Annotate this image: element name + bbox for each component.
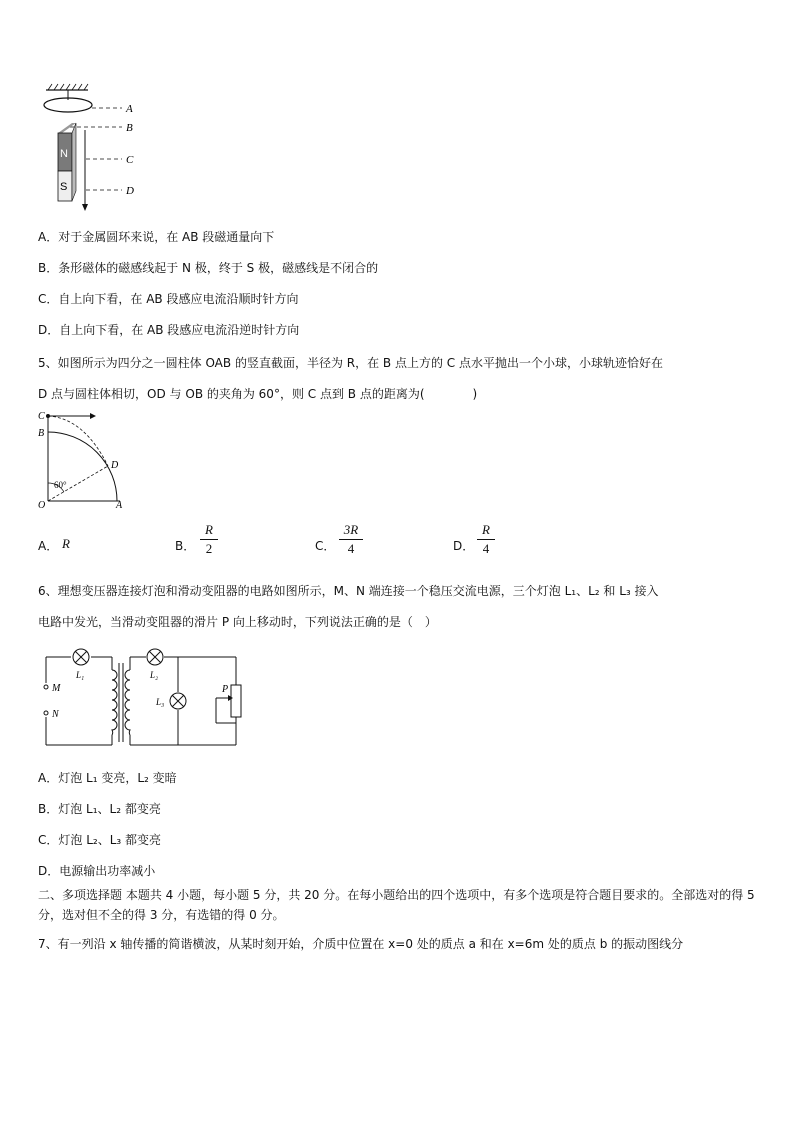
q5-option-d-label: D． — [453, 539, 475, 553]
q5-stem-line2: D 点与圆柱体相切，OD 与 OB 的夹角为 60°，则 C 点到 B 点的距离为( ) — [38, 387, 478, 401]
quarter-circle-figure — [36, 408, 136, 512]
q5-option-d-fraction — [477, 522, 495, 557]
label-N: N — [60, 148, 68, 160]
label-B: B — [38, 428, 45, 439]
q5-stem-line1: 5、如图所示为四分之一圆柱体 OAB 的竖直截面，半径为 R，在 B 点上方的 C 点水平抛出一个小球，小球轨迹恰好在 — [38, 356, 663, 370]
angle-label: 60° — [54, 480, 67, 490]
q6-option-d: D．电源输出功率减小 — [38, 864, 156, 878]
label-A: A — [116, 500, 123, 511]
label-C: C — [38, 411, 45, 422]
q6-stem-line1: 6、理想变压器连接灯泡和滑动变阻器的电路如图所示，M、N 端连接一个稳压交流电源，三个灯泡 L₁、L₂ 和 L₃ 接入 — [38, 584, 659, 598]
q4-option-a: A．对于金属圆环来说，在 AB 段磁通量向下 — [38, 230, 275, 244]
label-A: A — [126, 103, 133, 115]
label-O: O — [38, 500, 46, 511]
q6-stem-line2: 电路中发光，当滑动变阻器的滑片 P 向上移动时，下列说法正确的是（ ） — [38, 615, 437, 629]
fraction-bar — [339, 539, 363, 540]
q4-option-c: C．自上向下看，在 AB 段感应电流沿顺时针方向 — [38, 292, 299, 306]
label-B: B — [126, 122, 133, 134]
label-D: D — [111, 460, 119, 471]
transformer-circuit-figure — [36, 645, 246, 750]
fraction-numerator: R — [205, 522, 213, 537]
fraction-denominator: 4 — [482, 541, 490, 556]
q6-option-a: A．灯泡 L₁ 变亮，L₂ 变暗 — [38, 771, 177, 785]
label-M: M — [52, 683, 61, 694]
q6-option-b: B．灯泡 L₁、L₂ 都变亮 — [38, 802, 161, 816]
q5-option-a-label: A． — [38, 539, 59, 553]
fraction-denominator: 2 — [205, 541, 213, 556]
fraction-bar — [200, 539, 218, 540]
q4-option-b: B．条形磁体的磁感线起于 N 极，终于 S 极，磁感线是不闭合的 — [38, 261, 379, 275]
label-S: S — [60, 181, 68, 193]
q5-option-b-fraction — [200, 522, 218, 557]
fraction-numerator: 3R — [343, 522, 359, 537]
label-L1: L₁ — [76, 670, 85, 680]
ring-magnet-figure — [38, 80, 158, 215]
q5-option-b-label: B． — [175, 539, 196, 553]
label-D: D — [126, 185, 134, 197]
label-L2: L₂ — [150, 670, 159, 680]
fraction-numerator: R — [482, 522, 490, 537]
q5-option-a-value: R — [62, 536, 70, 551]
q7-stem: 7、有一列沿 x 轴传播的简谐横波，从某时刻开始，介质中位置在 x=0 处的质点 a 和在 x=6m 处的质点 b 的振动图线分 — [38, 937, 684, 951]
q4-option-d: D．自上向下看，在 AB 段感应电流沿逆时针方向 — [38, 323, 300, 337]
fraction-denominator: 4 — [347, 541, 355, 556]
q6-option-c: C．灯泡 L₂、L₃ 都变亮 — [38, 833, 162, 847]
q5-option-c-fraction — [339, 522, 363, 557]
fraction-bar — [477, 539, 495, 540]
label-C: C — [126, 154, 134, 166]
label-N: N — [52, 709, 59, 720]
label-P: P — [222, 684, 229, 695]
section-2-heading: 二、多项选择题 本题共 4 小题，每小题 5 分，共 20 分。在每小题给出的四个选项中，有多个选项是符合题目要求的。全部选对的得 5 分，选对但不全的得 3 分，有选错的得 0 分。 — [38, 888, 755, 922]
q5-option-c-label: C． — [315, 539, 336, 553]
label-L3: L₃ — [156, 697, 165, 707]
